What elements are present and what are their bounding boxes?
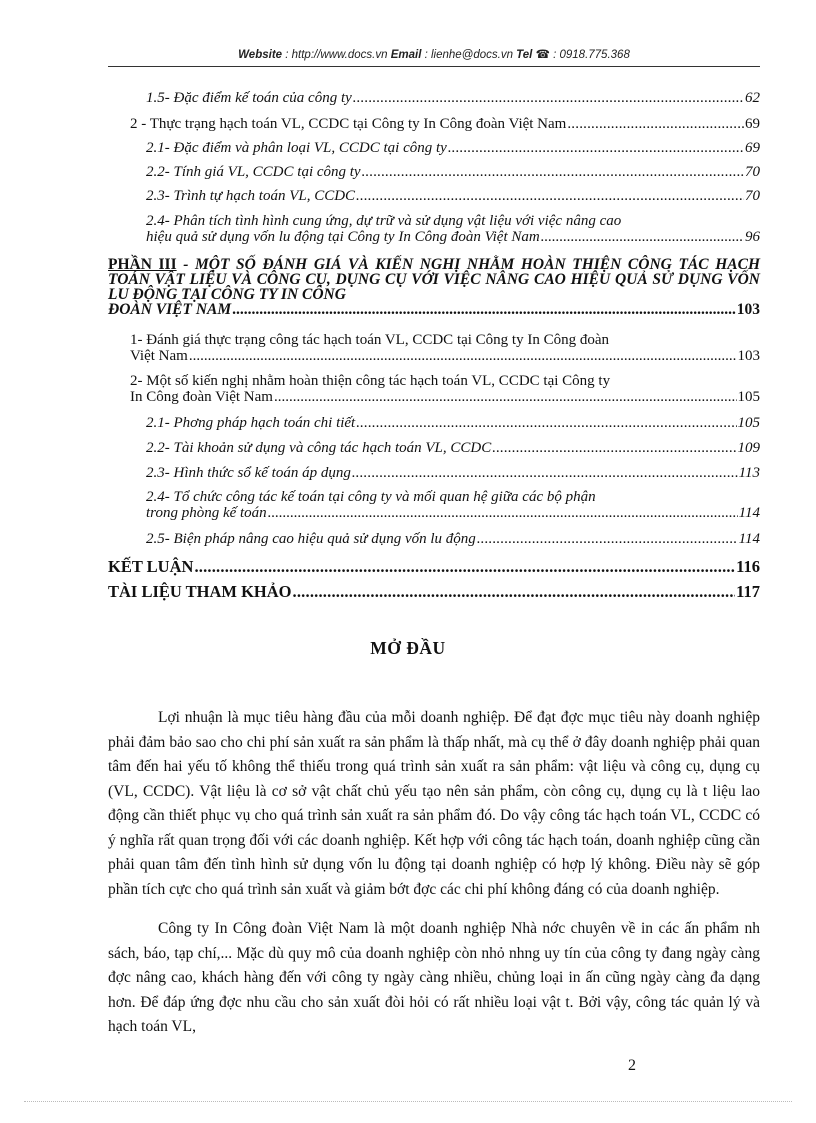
toc-page-number: 114 — [738, 505, 760, 521]
email-value: : lienhe@docs.vn — [421, 49, 517, 61]
toc-entry-text: 2.4- Tổ chức công tác kế toán tại công ty và mối quan hệ giữa các bộ phận — [146, 489, 596, 505]
toc-page-number: 96 — [745, 229, 760, 245]
toc-entry-text: 2.1- Phơng pháp hạch toán chi tiết — [146, 415, 356, 431]
paragraph: Công ty In Công đoàn Việt Nam là một doanh nghiệp Nhà nớc chuyên về in các ấn phẩm nh sách, báo, tạp chí,... Mặc dù quy mô của doanh nghiệp còn nhỏ nhng uy tín của công ty đang ngày càng đợc nâng cao, khách hàng đến với công ty ngày càng nhiều, chủng loại in ấn cũng ngày càng đa dạng hơn. Để đáp ứng đợc nhu cầu cho sản xuất đòi hỏi có rất nhiều loại vật t. Bởi vậy, công tác quản lý và hạch toán VL, — [108, 920, 760, 1035]
toc-entry-2-2 — [146, 164, 760, 181]
toc-entry-iii-1 — [130, 332, 760, 364]
toc-part-3 — [108, 257, 760, 317]
part-title: - MỘT SỐ ĐÁNH GIÁ VÀ KIẾN NGHỊ NHẰM HOÀN THIỆN CÔNG TÁC HẠCH TOÁN VẬT LIỆU VÀ CÔNG CỤ, DỤNG CỤ VỚI VIỆC NÂNG CAO HIỆU QUẢ SỬ DỤNG VỐN LU ĐỘNG TẠI CÔNG TY IN CÔNG — [108, 256, 760, 303]
section-title: MỞ ĐẦU — [370, 638, 446, 658]
toc-entry-text: TÀI LIỆU THAM KHẢO — [108, 582, 292, 601]
toc-page-number: 69 — [745, 140, 760, 156]
toc-entry-text: 2.3- Trình tự hạch toán VL, CCDC — [146, 188, 356, 204]
toc-entry-text: 2.4- Phân tích tình hình cung ứng, dự trữ và sử dụng vật liệu với việc nâng cao — [146, 213, 622, 229]
toc-page-number: 114 — [738, 531, 760, 547]
toc-entry-iii-2-2 — [146, 440, 760, 457]
header-divider — [108, 66, 760, 67]
phone-icon: ☎ — [535, 49, 550, 61]
toc-entry-text: 2 - Thực trạng hạch toán VL, CCDC tại Công ty In Công đoàn Việt Nam — [130, 116, 567, 132]
toc-entry-2-4 — [146, 213, 760, 245]
toc-entry-iii-2-1 — [146, 415, 760, 432]
email-label: Email — [390, 49, 422, 61]
toc-entry-iii-2 — [130, 373, 760, 405]
toc-entry-conclusion — [108, 558, 760, 575]
toc-entry-2-3 — [146, 188, 760, 205]
tel-label: Tel — [516, 49, 533, 61]
page-number: 2 — [628, 1057, 636, 1074]
toc-entry-text: 2.5- Biện pháp nâng cao hiệu quả sử dụng vốn lu động — [146, 531, 476, 547]
toc-entry-1-5 — [146, 90, 760, 107]
toc-entry-text-cont: trong phòng kế toán — [146, 505, 267, 521]
toc-entry-text-cont: In Công đoàn Việt Nam — [130, 389, 273, 405]
toc-entry-text-cont: hiệu quả sử dụng vốn lu động tại Công ty In Công đoàn Việt Nam — [146, 229, 540, 245]
toc-entry-text: 1- Đánh giá thực trạng công tác hạch toán VL, CCDC tại Công ty In Công đoàn — [130, 332, 610, 348]
toc-page-number: 105 — [737, 389, 760, 405]
toc-entry-text-cont: Việt Nam — [130, 348, 188, 364]
toc-page-number: 117 — [736, 582, 760, 601]
toc-entry-iii-2-4 — [146, 489, 760, 521]
toc-page-number: 103 — [736, 301, 760, 318]
part-title-cont: ĐOÀN VIỆT NAM — [108, 301, 232, 318]
toc-entry-text: KẾT LUẬN — [108, 557, 194, 576]
toc-page-number: 70 — [745, 188, 760, 204]
toc-entry-iii-2-5 — [146, 531, 760, 548]
toc-entry-2-1 — [146, 140, 760, 157]
toc-entry-text: 2.3- Hình thức sổ kế toán áp dụng — [146, 465, 351, 481]
toc-entry-text: 2- Một số kiến nghị nhằm hoàn thiện công tác hạch toán VL, CCDC tại Công ty — [130, 373, 611, 389]
toc-entry-text: 2.2- Tính giá VL, CCDC tại công ty — [146, 164, 361, 180]
body-text — [108, 706, 760, 1055]
toc-entry-text: 2.2- Tài khoản sử dụng và công tác hạch toán VL, CCDC — [146, 440, 492, 456]
toc-entry-references — [108, 583, 760, 600]
paragraph: Lợi nhuận là mục tiêu hàng đầu của mỗi doanh nghiệp. Để đạt đợc mục tiêu này doanh nghiệp phải đảm bảo sao cho chi phí sản xuất ra sản phẩm là thấp nhất, mà cụ thể ở đây doanh nghiệp phải quan tâm đến hai yếu tố không thể thiếu trong quá trình sản xuất ra sản phẩm: vật liệu và công cụ, dụng cụ (VL, CCDC). Vật liệu là cơ sở vật chất chủ yếu tạo nên sản phẩm, còn công cụ, dụng cụ là t liệu lao động cần thiết phục vụ cho quá trình sản xuất ra sản phẩm đó. Do vậy công tác hạch toán VL, CCDC có ý nghĩa rất quan trọng đối với các doanh nghiệp. Kết hợp với công tác hạch toán, doanh nghiệp cũng cần phải quan tâm đến tình hình sử dụng vốn lu động tại doanh nghiệp có hợp lý không. Điều này sẽ góp phần tích cực cho quá trình sản xuất và giảm bớt đợc các chi phí không đáng có của doanh nghiệp. — [108, 709, 760, 898]
toc-page-number: 62 — [745, 90, 760, 106]
toc-page-number: 116 — [736, 557, 760, 576]
footer-divider — [24, 1101, 792, 1102]
website-value: : http://www.docs.vn — [282, 49, 391, 61]
toc-page-number: 103 — [737, 348, 760, 364]
website-label: Website — [238, 49, 283, 61]
toc-page-number: 113 — [738, 465, 760, 481]
toc-entry-iii-2-3 — [146, 465, 760, 482]
toc-page-number: 70 — [745, 164, 760, 180]
page-header — [108, 47, 760, 61]
toc-entry-2 — [130, 116, 760, 133]
toc-page-number: 69 — [745, 116, 760, 132]
part-label: PHẦN III — [108, 256, 177, 273]
toc-page-number: 105 — [737, 415, 760, 431]
toc-page-number: 109 — [737, 440, 760, 456]
tel-value: : 0918.775.368 — [549, 49, 630, 61]
toc-entry-text: 1.5- Đặc điểm kế toán của công ty — [146, 90, 352, 106]
toc-entry-text: 2.1- Đặc điểm và phân loại VL, CCDC tại công ty — [146, 140, 447, 156]
